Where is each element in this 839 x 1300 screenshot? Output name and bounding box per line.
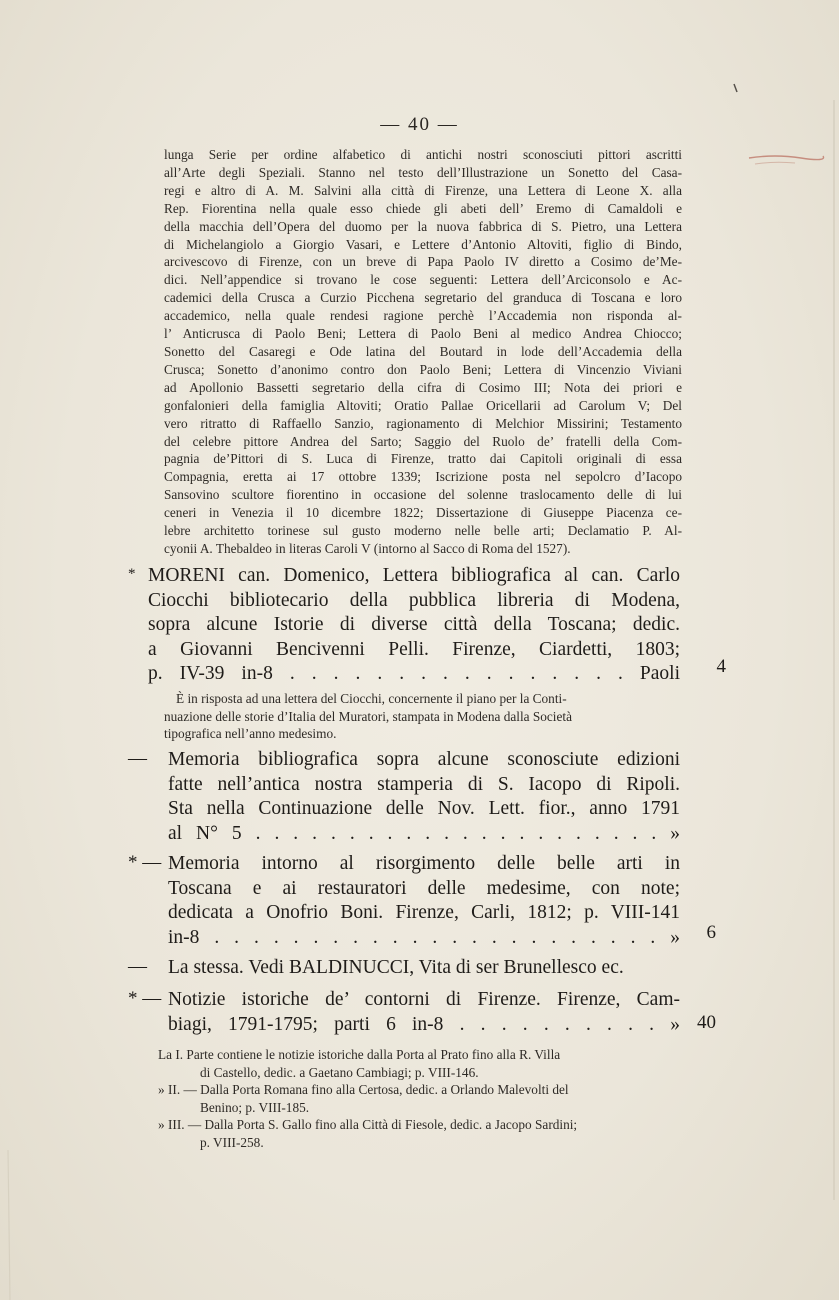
entry-line: a Giovanni Bencivenni Pelli. Firenze, Ciardetti, 1803;	[148, 638, 680, 660]
entry-line: Ciocchi bibliotecario della pubblica libreria di Modena,	[148, 589, 680, 611]
intro-line: vero ritratto di Raffaello Sanzio, ragionamento di Melchior Missirini; Testamento	[164, 415, 682, 431]
bibliography-entry	[168, 852, 680, 950]
bibliography-entry	[148, 564, 680, 687]
entry-note	[164, 690, 680, 743]
bibliography-entry	[168, 748, 680, 846]
entry-note	[158, 1046, 680, 1151]
page-number: — 40 —	[380, 114, 459, 135]
intro-line: Compagnia, eretta ai 17 ottobre 1339; Iscrizione posta nel sepolcro d’Iacopo	[164, 469, 682, 485]
intro-line: lebre architetto torinese sul gusto moderno nelle belle arti; Declamatio P. Al-	[164, 523, 682, 539]
intro-line: all’Arte degli Speziali. Stanno nel testo dell’Illustrazione un Sonetto del Casa-	[164, 164, 682, 180]
bibliography-entry	[168, 956, 680, 981]
intro-line: del celebre pittore Andrea del Sarto; Saggio del Ruolo de’ fratelli della Com-	[164, 433, 682, 449]
entry-line: dedicata a Onofrio Boni. Firenze, Carli, 1812; p. VIII-141	[168, 902, 680, 924]
entry-line: Memoria bibliografica sopra alcune sconosciute edizioni	[168, 749, 680, 770]
entry-price: 40	[697, 1012, 716, 1033]
intro-line: ceneri in Venezia il 10 dicembre 1822; Dissertazione di Giuseppe Piacenza ce-	[164, 505, 682, 521]
entry-line: al N° 5 . . . . . . . . . . . . . . . . . . . . . . »	[168, 822, 680, 844]
entry-line: Notizie istoriche de’ contorni di Firenze. Firenze, Cam-	[168, 989, 680, 1010]
intro-paragraph	[164, 146, 682, 558]
intro-line: arcivescovo di Firenze, con un breve di Papa Paolo IV diretto a Cosimo de’Me-	[164, 254, 682, 270]
note-line: p. VIII-258.	[200, 1134, 264, 1150]
intro-line: Sansovino scultore fiorentino in occasione del solenne traslocamento delle di lui	[164, 487, 682, 503]
bibliography-entry	[168, 988, 680, 1037]
note-line: di Castello, dedic. a Gaetano Cambiagi; p. VIII-146.	[200, 1064, 479, 1080]
entry-mark: —	[128, 956, 147, 977]
entry-mark: —	[128, 748, 147, 769]
entry-line: in-8 . . . . . . . . . . . . . . . . . . . . . . . »	[168, 926, 680, 948]
intro-line: Rep. Fiorentina nella quale esso chiede gli abeti dell’ Eremo di Camaldoli e	[164, 200, 682, 216]
margin-stain	[745, 150, 825, 170]
note-line: » III. — Dalla Porta S. Gallo fino alla Città di Fiesole, dedic. a Jacopo Sardini;	[158, 1117, 578, 1132]
note-line: Benino; p. VIII-185.	[200, 1099, 310, 1115]
entry-line: sopra alcune Istorie di diverse città della Toscana; dedic.	[148, 614, 680, 636]
entry-price: 4	[716, 656, 726, 677]
entry-line: p. IV-39 in-8 . . . . . . . . . . . . . . . . Paoli	[148, 663, 680, 685]
entry-line: fatte nell’antica nostra stamperia di S. Iacopo di Ripoli.	[168, 773, 680, 795]
note-line: È in risposta ad una lettera del Ciocchi, concernente il piano per la Conti-	[176, 691, 567, 706]
note-line: nuazione delle storie d’Italia del Muratori, stampata in Modena dalla Società	[164, 708, 572, 724]
entry-mark: * —	[128, 988, 162, 1009]
intro-line: ad Apollonio Bassetti segretario della cifra di Cosimo III; Nota dei priori e	[164, 379, 682, 395]
intro-line: di Michelangiolo a Giorgio Vasari, e Lettere d’Antonio Altoviti, figlio di Bindo,	[164, 236, 682, 252]
margin-mark	[728, 80, 744, 100]
entry-line: Memoria intorno al risorgimento delle belle arti in	[168, 853, 680, 874]
intro-line: regi e altro di A. M. Salvini alla città di Firenze, una Lettera di Leone X. alla	[164, 182, 682, 198]
intro-line: pagnia de’Pittori di S. Luca di Firenze, tratto dai Capitoli originali di essa	[164, 451, 682, 467]
entry-mark: * —	[128, 852, 162, 873]
note-line: tipografica nell’anno medesimo.	[164, 726, 337, 741]
intro-line: lunga Serie per ordine alfabetico di antichi nostri sconosciuti pittori ascritti	[164, 147, 682, 162]
intro-line: Sonetto del Casaregi e Ode latina del Boutard in lode dell’Accademia della	[164, 343, 682, 359]
entry-line: Sta nella Continuazione delle Nov. Lett. fior., anno 1791	[168, 798, 680, 820]
entry-line: Toscana e ai restauratori delle medesime, con note;	[168, 877, 680, 899]
entry-mark: *	[128, 566, 136, 582]
entry-price: 6	[706, 922, 716, 943]
entry-line: MORENI can. Domenico, Lettera bibliografica al can. Carlo	[148, 565, 680, 586]
intro-line: della macchia dell’Opera del duomo per la nuova fabbrica di S. Pietro, una Lettera	[164, 218, 682, 234]
intro-line: accademico, nella quale rendesi ragione perchè l’Accademia non risponda al-	[164, 308, 682, 324]
entry-line: biagi, 1791-1795; parti 6 in-8 . . . . . . . . . . »	[168, 1013, 680, 1035]
intro-line: Crusca; Sonetto d’anonimo contro don Paolo Beni; Lettera di Vincenzio Viviani	[164, 361, 682, 377]
note-line: La I. Parte contiene le notizie istoriche dalla Porta al Prato fino alla R. Villa	[158, 1047, 561, 1062]
note-line: » II. — Dalla Porta Romana fino alla Certosa, dedic. a Orlando Malevolti del	[158, 1082, 569, 1097]
entry-line: La stessa. Vedi BALDINUCCI, Vita di ser Brunellesco ec.	[168, 957, 624, 978]
intro-line: dici. Nell’appendice si trovano le cose seguenti: Lettera dell’Arciconsolo e Ac-	[164, 272, 682, 288]
intro-line: l’ Anticrusca di Paolo Beni; Lettera di Paolo Beni al medico Andrea Chiocco;	[164, 326, 682, 342]
intro-line: cyonii A. Thebaldeo in literas Caroli V (intorno al Sacco di Roma del 1527).	[164, 540, 571, 556]
intro-line: cademici della Crusca a Curzio Picchena segretario del granduca di Toscana e loro	[164, 290, 682, 306]
intro-line: gonfalonieri della famiglia Altoviti; Oratio Pallae Oricellarii ad Carolum V; Del	[164, 397, 682, 413]
